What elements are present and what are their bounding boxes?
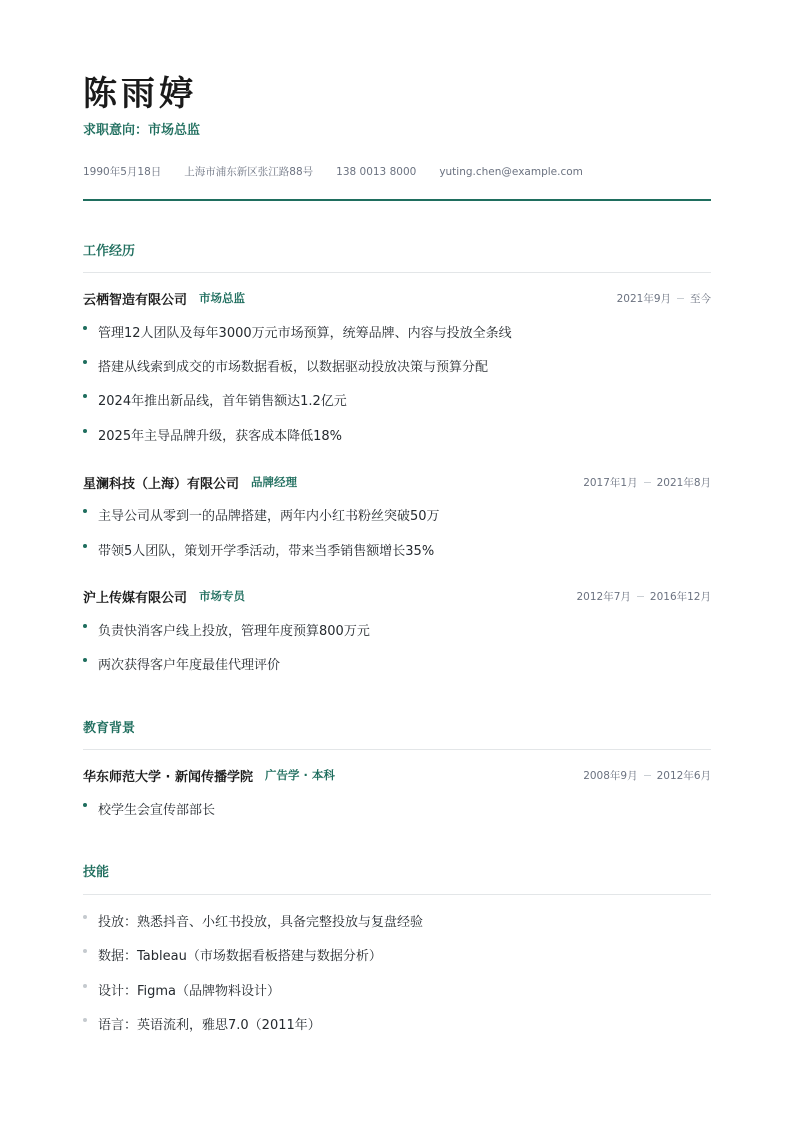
section-title-education: 教育背景 xyxy=(83,721,136,736)
start-date: 2012年7月 xyxy=(576,590,631,603)
job-role: 市场总监 xyxy=(199,291,246,305)
list-item xyxy=(83,321,512,341)
skill-text: 设计：Figma（品牌物料设计） xyxy=(98,983,281,999)
bullet-text: 负责快消客户线上投放，管理年度预算800万元 xyxy=(98,623,370,639)
company-name: 云栖智造有限公司 xyxy=(83,292,188,308)
bullet-icon xyxy=(83,429,87,433)
degree: 广告学 · 本科 xyxy=(265,768,335,782)
list-item xyxy=(83,944,382,964)
birth-date: 1990年5月18日 xyxy=(83,166,162,178)
job-entry-header xyxy=(83,288,711,308)
list-item xyxy=(83,798,215,818)
bullet-icon xyxy=(83,984,87,988)
school-name: 华东师范大学 · 新闻传播学院 xyxy=(83,769,253,785)
start-date: 2017年1月 xyxy=(583,476,638,489)
section-divider xyxy=(83,272,711,273)
list-item xyxy=(83,979,280,999)
section-title-skills: 技能 xyxy=(83,865,110,880)
list-item xyxy=(83,910,423,930)
company-name: 星澜科技（上海）有限公司 xyxy=(83,476,240,492)
date-separator xyxy=(644,775,651,776)
end-date: 2012年6月 xyxy=(656,769,711,782)
bullet-icon xyxy=(83,544,87,548)
start-date: 2021年9月 xyxy=(616,292,671,305)
skill-text: 语言：英语流利，雅思7.0（2011年） xyxy=(98,1017,321,1033)
end-date: 2016年12月 xyxy=(649,590,711,603)
bullet-text: 带领5人团队，策划开学季活动，带来当季销售额增长35% xyxy=(98,543,435,559)
phone-number: 138 0013 8000 xyxy=(336,166,417,178)
company-name: 沪上传媒有限公司 xyxy=(83,590,188,606)
list-item xyxy=(83,424,342,444)
job-role: 市场专员 xyxy=(199,589,246,603)
header-divider xyxy=(83,199,711,201)
bullet-icon xyxy=(83,394,87,398)
list-item xyxy=(83,504,440,524)
list-item xyxy=(83,389,347,409)
bullet-text: 2024年推出新品线，首年销售额达1.2亿元 xyxy=(98,393,347,409)
bullet-icon xyxy=(83,949,87,953)
bullet-icon xyxy=(83,915,87,919)
bullet-text: 校学生会宣传部部长 xyxy=(98,802,216,818)
list-item xyxy=(83,1013,321,1033)
list-item xyxy=(83,539,434,559)
section-divider xyxy=(83,749,711,750)
date-range xyxy=(577,589,712,604)
bullet-text: 两次获得客户年度最佳代理评价 xyxy=(98,657,281,673)
date-range xyxy=(583,768,711,783)
start-date: 2008年9月 xyxy=(583,769,638,782)
bullet-icon xyxy=(83,326,87,330)
date-separator xyxy=(644,482,651,483)
date-range xyxy=(583,475,711,490)
bullet-icon xyxy=(83,803,87,807)
candidate-name: 陈雨婷 xyxy=(83,74,197,114)
end-date: 至今 xyxy=(690,292,711,305)
bullet-icon xyxy=(83,658,87,662)
bullet-text: 主导公司从零到一的品牌搭建，两年内小红书粉丝突破50万 xyxy=(98,508,440,524)
job-role: 品牌经理 xyxy=(251,475,298,489)
section-divider xyxy=(83,894,711,895)
bullet-text: 2025年主导品牌升级，获客成本降低18% xyxy=(98,428,342,444)
job-entry-header xyxy=(83,586,711,606)
list-item xyxy=(83,619,370,639)
education-entry-header xyxy=(83,765,711,785)
bullet-icon xyxy=(83,509,87,513)
email-address: yuting.chen@example.com xyxy=(439,166,583,178)
section-title-work: 工作经历 xyxy=(83,244,136,259)
date-range xyxy=(617,291,711,306)
list-item xyxy=(83,355,488,375)
bullet-text: 管理12人团队及每年3000万元市场预算，统筹品牌、内容与投放全条线 xyxy=(98,325,512,341)
address: 上海市浦东新区张江路88号 xyxy=(184,166,314,178)
job-entry-header xyxy=(83,472,711,492)
list-item xyxy=(83,653,280,673)
bullet-icon xyxy=(83,624,87,628)
skill-text: 数据：Tableau（市场数据看板搭建与数据分析） xyxy=(98,948,382,964)
bullet-icon xyxy=(83,1018,87,1022)
date-separator xyxy=(677,298,684,299)
contact-info xyxy=(83,164,583,180)
end-date: 2021年8月 xyxy=(656,476,711,489)
job-target: 求职意向：市场总监 xyxy=(83,123,201,138)
skill-text: 投放：熟悉抖音、小红书投放，具备完整投放与复盘经验 xyxy=(98,914,424,930)
bullet-text: 搭建从线索到成交的市场数据看板，以数据驱动投放决策与预算分配 xyxy=(98,359,489,375)
date-separator xyxy=(637,596,644,597)
bullet-icon xyxy=(83,360,87,364)
